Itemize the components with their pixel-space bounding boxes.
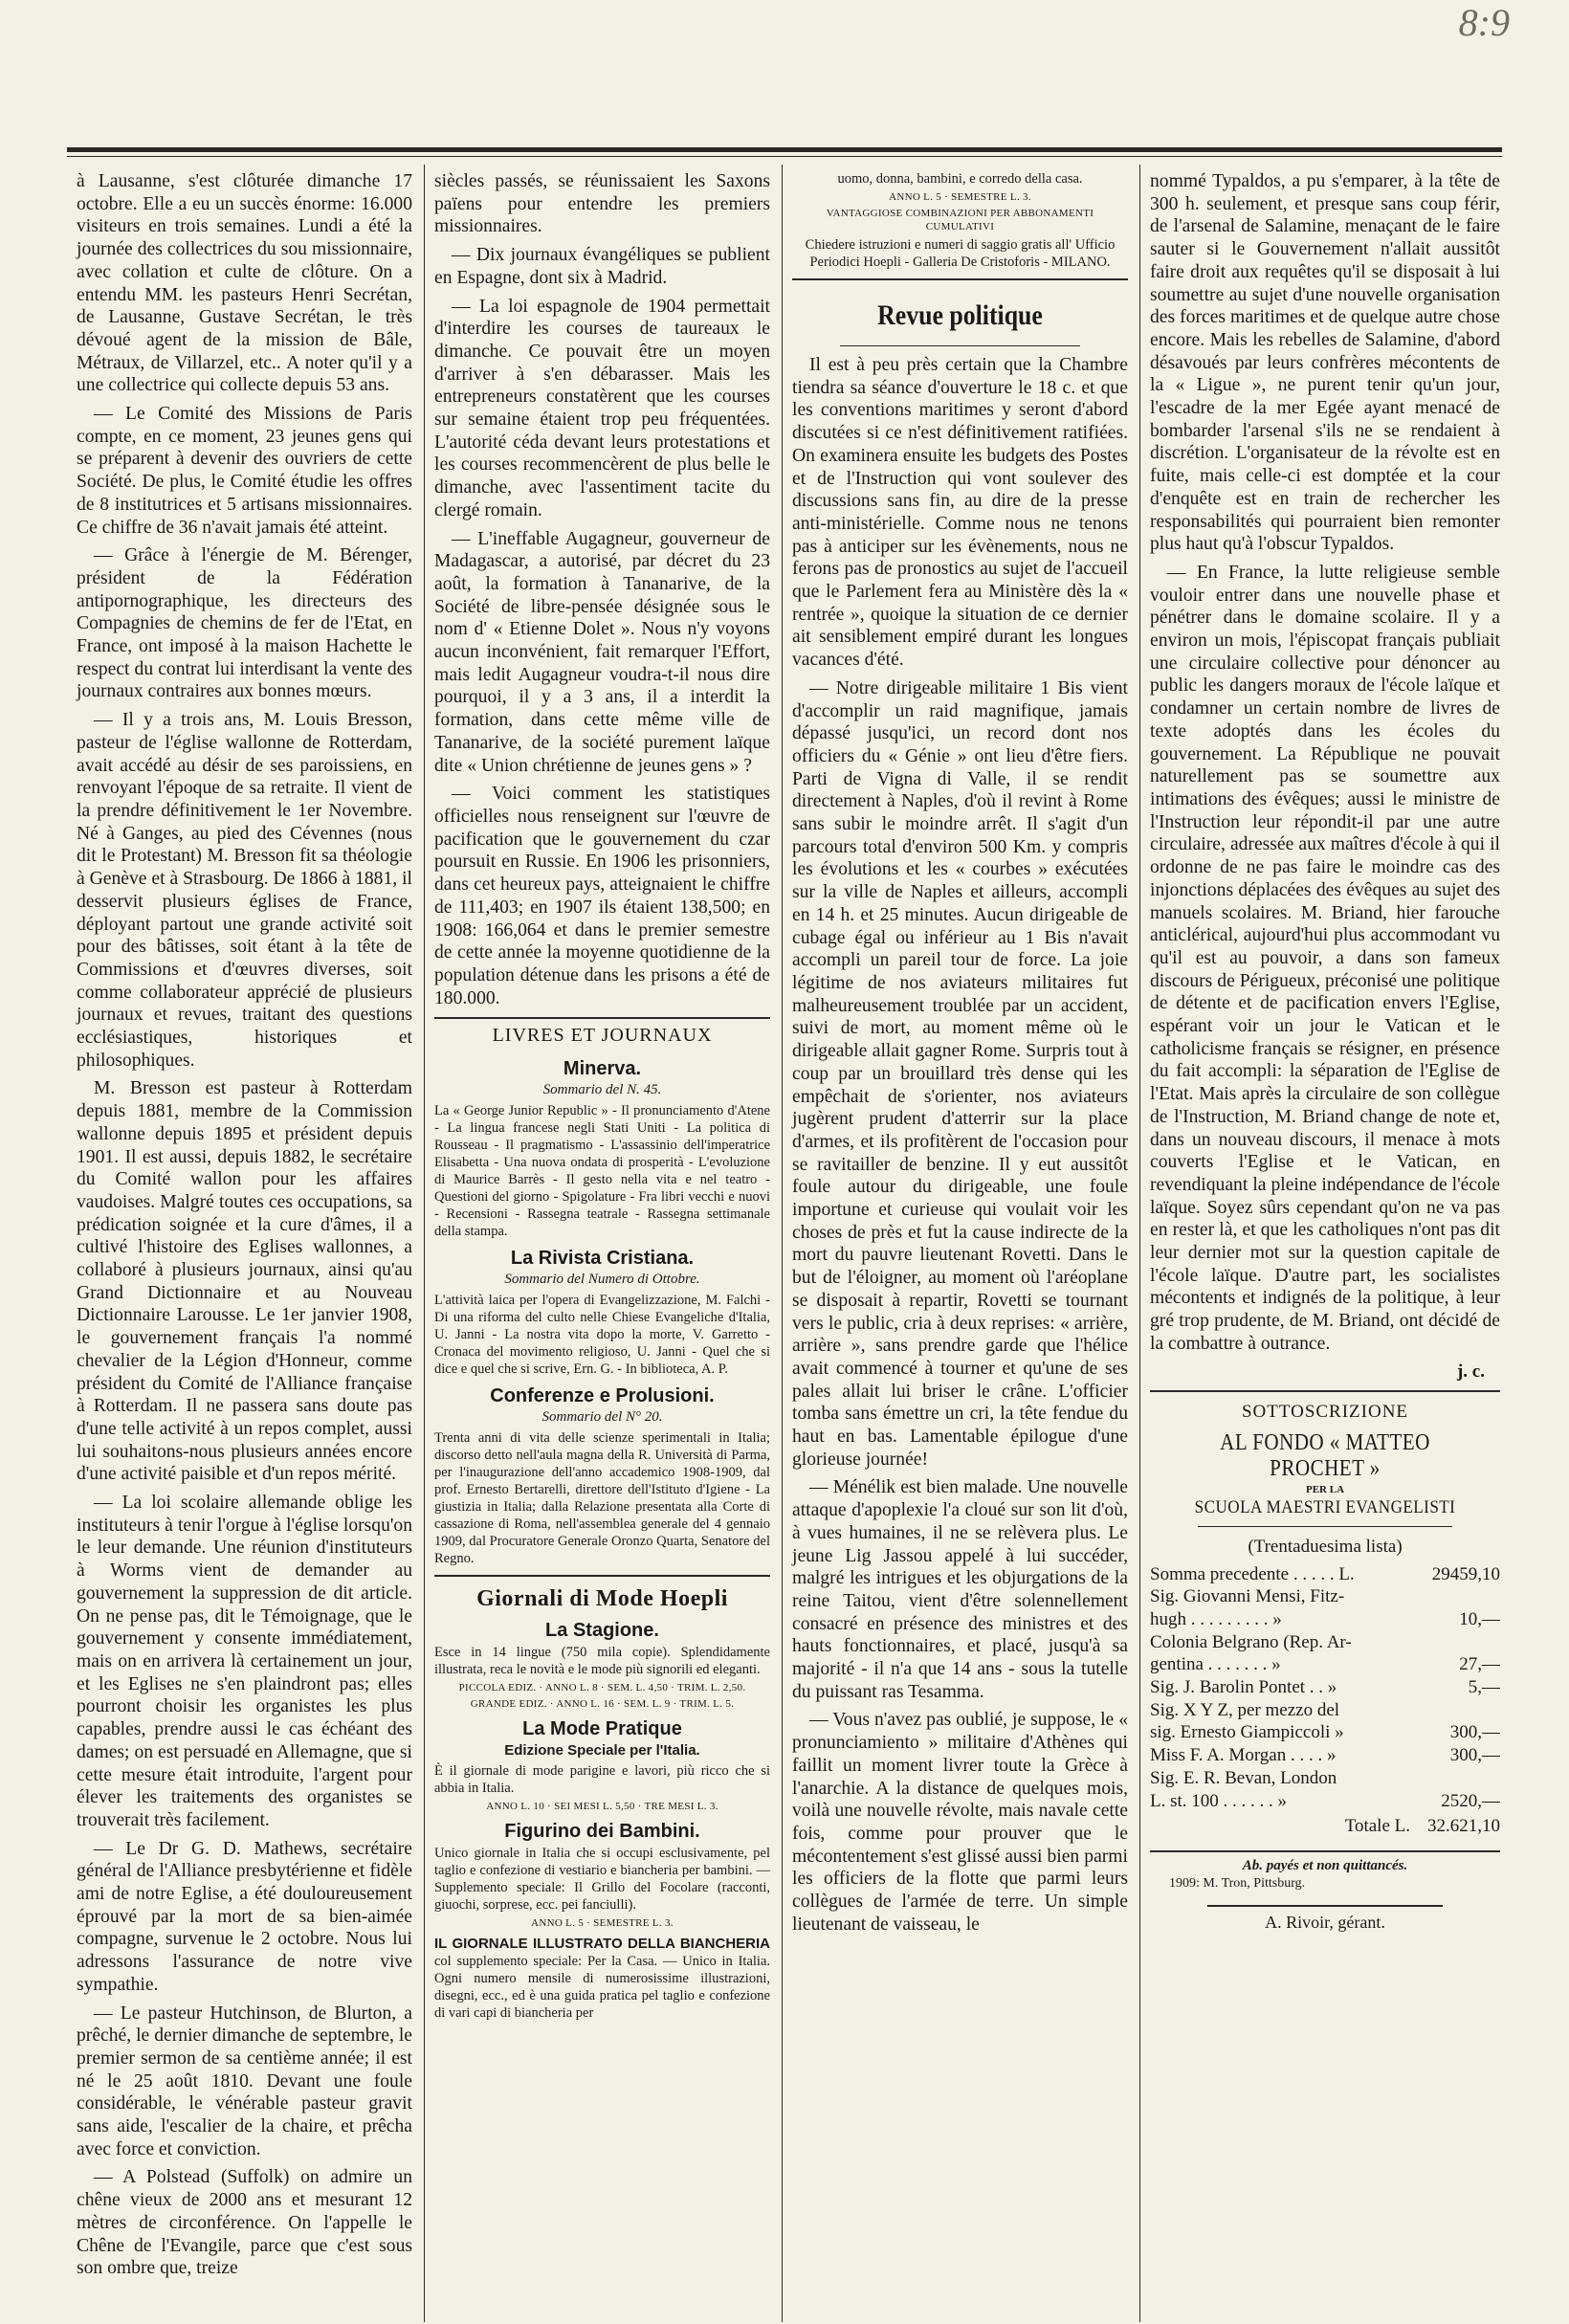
subscription-donor: Sig. Giovanni Mensi, Fitz-	[1150, 1586, 1345, 1607]
subscription-donor: sig. Ernesto Giampiccoli »	[1150, 1722, 1344, 1743]
article-paragraph: M. Bresson est pasteur à Rotterdam depuis 1881, membre de la Commission wallonne depuis 1895 et président depuis 1901. Il est aussi, depuis 1882, le secrétaire du Comité wallon pour les affaires vaudoises. Malgré toutes ces occupations, sa prédication soignée et la cure d'âmes, il a cultivé l'histoire des Eglises wallonnes, a collaboré à plusieurs journaux, ainsi qu'au Grand Dictionnaire et au Nouveau Dictionnaire Larousse. Le 1er janvier 1908, le gouvernement français l'a nommé chevalier de la Légion d'Honneur, comme président du Comité de l'Alliance française à Rotterdam. Il ne passera sans doute pas d'une telle activité à un repos complet, aussi lui souhaitons-nous plusieurs années encore d'une activité paisible et d'un repos mérité.	[77, 1078, 412, 1485]
corner-handwritten-mark: 8:9	[1458, 1, 1510, 44]
article-paragraph: — Notre dirigeable militaire 1 Bis vient d'accomplir un raid magnifique, jamais dépassé jusqu'ici, un record dont nos officiers du « Génie » ont lieu d'être fiers. Parti de Vigna di Valle, il se rendit directement à Naples, d'où il revint à Rome sans subir le moindre arrêt. Il s'agit d'un parcours total d'environ 500 Km. y compris les évolutions et les « courbes » exécutées sur la ville de Naples et ailleurs, accompli en 14 h. et 25 minutes. Aucun dirigeable de cubage égal ou inférieur au 1 Bis n'avait accompli un pareil tour de force. La joie légitime de nos aviateurs militaires fut malheureusement troublée par un accident, suivi de mort, au moment même où le dirigeable allait gagner Rome. Surpris tout à coup par un brouillard très dense qui les empêchait de s'orienter, nos aviateurs jugèrent prudent d'atterrir sur la place d'armes, et ils profitèrent de l'occasion pour se ravitailler de benzine. Il y eut aussitôt foule autour du dirigeable, une foule importune et curieuse qui voulait voir les choses de près et fut la cause indirecte de la mort du pauvre lieutenant Rovetti. Dans le but de l'éloigner, au moment où l'aréoplane se disposait à repartir, Rovetti se tournant vers le public, cria à deux reprises: « arrière, arrière », sans prendre garde que l'hélice avait commencé à tourner et qu'une de ses pales allait lui briser le crâne. L'officier tomba sans émettre un cri, la tête fendue du haut en bas. Lamentable épilogue d'une glorieuse journée!	[792, 677, 1128, 1470]
stagione-prices-large: GRANDE EDIZ. · ANNO L. 16 · SEM. L. 9 · TRIM. L. 5.	[470, 1698, 735, 1711]
subscription-amount: 10,—	[1459, 1608, 1500, 1629]
article-paragraph: — L'ineffable Augagneur, gouverneur de Madagascar, a autorisé, par décret du 23 août, la formation à Tananarive, de la Société de libre-pensée désignée sous le nom d' « Etienne Dolet ». Nous n'y voyons aucun inconvénient, fait remarquer l'Effort, mais ledit Augagneur voudra-t-il nous dire pourquoi, il y a 3 ans, il a interdit la formation, dans cette même ville de Tananarive, de la société purement laïque dite « Union chrétienne de jeunes gens » ?	[434, 528, 770, 776]
books-heading: LIVRES ET JOURNAUX	[492, 1025, 713, 1047]
article-paragraph: à Lausanne, s'est clôturée dimanche 17 octobre. Elle a eu un succès énorme: 16.000 visiteurs en trois semaines. Lundi a été la journée des collectrices du sou missionnaire, avec collation et culte de clôture. On a entendu MM. les pasteurs Henri Secrétan, de Lausanne, Gustave Secrétan, le très dévoué agent de la mission de Bâle, Métraux, de Villarzel, etc.. A noter qu'il y a une collectrice qui collecte depuis 53 ans.	[77, 171, 412, 396]
subscription-row	[1150, 1608, 1500, 1631]
conferenze-title: Conferenze e Prolusioni.	[490, 1385, 715, 1407]
article-paragraph: — Le pasteur Hutchinson, de Blurton, a prêché, le dernier dimanche de septembre, le premier sermon de sa centième année; il est né le 25 août 1810. Devant une foule considérable, le vénérable pasteur gravit sans aide, l'escalier de la chaire, et prêcha avec force et conviction.	[77, 2003, 412, 2159]
column-4-paragraphs	[1150, 170, 1500, 1356]
article-paragraph: — Il y a trois ans, M. Louis Bresson, pasteur de l'église wallonne de Rotterdam, avait accédé au désir de ses paroissiens, en renvoyant l'époque de sa retraite. Il vient de la prendre définitivement le 1er Novembre. Né à Ganges, au pied des Cévennes (nous dit le Protestant) M. Bresson fit sa théologie à Genève et à Strasbourg. De 1866 à 1881, il desservit plusieurs églises de France, déployant partout une grande activité soit pour des bâtisses, soit étant à la tête de Commissions et d'œuvres diverses, soit comme collaborateur apprécié de plusieurs journaux et revues, traitant des questions ecclésiastiques, historiques et philosophiques.	[77, 710, 412, 1071]
subscription-row	[1150, 1676, 1500, 1699]
illustrato-block	[434, 1936, 770, 2022]
header-rule-thin	[67, 156, 1502, 157]
gerant: A. Rivoir, gérant.	[1265, 1913, 1385, 1933]
divider	[1207, 1905, 1443, 1907]
figurino-title: Figurino dei Bambini.	[504, 1821, 700, 1843]
article-paragraph: nommé Typaldos, a pu s'emparer, à la tête de 300 h. seulement, et presque sans coup férir, de l'arsenal de Salamine, menaçant de le faire sauter si le Gouvernement n'allait aussitôt faire droit aux requêtes qu'il se disposait à lui soumettre au sujet d'une nouvelle organisation des forces maritimes et de quelque autre chose encore. Mais les rebelles de Salamine, d'abord désavoués par leurs confrères mécontents de la « Ligue », ne purent tenir qu'un jour, l'escadre de la mer Egée ayant menacé de bombarder l'arsenal s'ils ne se rendaient à discrétion. L'organisateur de la révolte est en fuite, mais celle-ci est domptée et la cour d'enquête est en train de rechercher les responsabilités qui pourraient bien remonter plus haut qu'à l'obscur Typaldos.	[1150, 171, 1500, 555]
rivista-subtitle: Sommario del Numero di Ottobre.	[504, 1272, 700, 1288]
column-3	[783, 165, 1140, 2322]
col3-vantaggiose: VANTAGGIOSE COMBINAZIONI PER ABBONAMENTI CUMULATIVI	[826, 208, 1094, 232]
subscription-donor: Sig. J. Barolin Pontet . . »	[1150, 1677, 1337, 1698]
subscription-row	[1150, 1744, 1500, 1767]
pratique-subtitle: Edizione Speciale per l'Italia.	[504, 1742, 700, 1760]
column-2	[425, 165, 783, 2322]
columns	[67, 165, 1500, 2322]
sotto-scuola: SCUOLA MAESTRI EVANGELISTI	[1194, 1496, 1456, 1517]
article-paragraph: — La loi espagnole de 1904 permettait d'interdire les courses de taureaux le dimanche. Ce pouvait être un moyen d'arriver à s'en débarasser. Mais les entrepreneurs constatèrent que les courses sur semaine étaient trop peu fréquentées. L'autorité céda devant leurs protestations et les courses recommencèrent de plus belle le dimanche, avec l'assentiment tacite du clergé romain.	[434, 296, 770, 520]
article-paragraph: — Ménélik est bien malade. Une nouvelle attaque d'apoplexie l'a cloué sur son lit d'où, à vues humaines, il ne se relèvera plus. Le jeune Lig Jassou appelé à lui succéder, malgré les intrigues et les objurgations de la reine Taitou, vient d'être solennellement consacré en présence des ministres et des hauts fonctionnaires, et placé, jusqu'à sa majorité - il n'a que 14 ans - sous la tutelle du puissant ras Tesamma.	[792, 1477, 1128, 1702]
payments-note: Ab. payés et non quittancés.	[1242, 1858, 1408, 1874]
subscription-row	[1150, 1585, 1500, 1608]
signature: j. c.	[1456, 1361, 1485, 1382]
subscription-amount: 29459,10	[1431, 1563, 1500, 1584]
subscription-row	[1150, 1631, 1500, 1654]
sotto-lista: (Trentaduesima lista)	[1248, 1536, 1403, 1557]
subscription-amount: 5,—	[1468, 1677, 1500, 1698]
total-amount: 32.621,10	[1427, 1816, 1500, 1837]
subscription-total	[1150, 1816, 1500, 1837]
subscription-donor: Sig. E. R. Bevan, London	[1150, 1767, 1337, 1788]
article-paragraph: — Le Dr G. D. Mathews, secrétaire général de l'Alliance presbytérienne et fidèle ami de notre Eglise, a été douloureusement éprouvé par la mort de sa bien-aimée compagne, survenue le 2 octobre. Nous lui adressons l'assurance de notre vive sympathie.	[77, 1838, 412, 1995]
subscription-amount: 27,—	[1459, 1654, 1500, 1675]
column-4	[1140, 165, 1500, 2322]
article-paragraph: — A Polstead (Suffolk) on admire un chêne vieux de 2000 ans et mesurant 12 mètres de circonférence. On l'appelle le Chêne de l'Evangile, parce que c'est sous son ombre que, treize	[77, 2167, 412, 2279]
pratique-body: È il giornale di mode parigine e lavori, più ricco che si abbia in Italia.	[434, 1763, 770, 1797]
subscription-list	[1150, 1563, 1500, 1813]
conferenze-body: Trenta anni di vita delle scienze sperimentali in Italia; discorso detto nell'aula magna della R. Università di Parma, per l'inaugurazione dell'anno accademico 1908-1909, dal prof. Ernesto Bertarelli, direttore dell'Istituto d'Igiene - La giustizia in Italia; dalla Relazione presentata alla Corte di cassazione di Roma, nell'assemblea generale del 4 gennaio 1909, dal Procuratore Generale Oronzo Quarta, Senatore del Regno.	[434, 1430, 770, 1567]
subscription-amount	[1412, 1699, 1500, 1722]
stagione-title: La Stagione.	[545, 1620, 659, 1642]
subscription-row	[1150, 1563, 1500, 1586]
subscription-donor: gentina . . . . . . . »	[1150, 1654, 1281, 1675]
subscription-donor: Sig. X Y Z, per mezzo del	[1150, 1699, 1340, 1720]
article-paragraph: — Grâce à l'énergie de M. Bérenger, président de la Fédération antipornographique, les directeurs des Compagnies de chemins de fer de l'Etat, en France, ont imposé à la maison Hachette le respect du contrat lui interdisant la vente des journaux contraires aux bonnes mœurs.	[77, 545, 412, 702]
subscription-donor: hugh . . . . . . . . . »	[1150, 1608, 1282, 1629]
rivista-body: L'attività laica per l'opera di Evangelizzazione, M. Falchi - Di una riforma del culto nelle Chiese Evangeliche d'Italia, U. Janni - La nostra vita dopo la morte, V. Garretto - Cronaca del movimento religioso, U. Janni - Quel che si dice e quel che si scrive, Ern. G. - In biblioteca, A. P.	[434, 1293, 770, 1378]
subscription-donor: Somma precedente . . . . . L.	[1150, 1563, 1355, 1584]
pratique-prices: ANNO L. 10 · SEI MESI L. 5,50 · TRE MESI L. 3.	[486, 1801, 718, 1813]
revue-title: Revue politique	[877, 299, 1043, 331]
illustrato-body: col supplemento speciale: Per la Casa. — Unico in Italia. Ogni numero mensile di numerosissime illustrazioni, disegni, ecc., ed è una guida pratica pel taglio e confezione di vari capi di biancheria per	[434, 1954, 770, 2022]
stagione-body: Esce in 14 lingue (750 mila copie). Splendidamente illustrata, reca le novità e le mode più signorili ed eleganti.	[434, 1645, 770, 1678]
subscription-row	[1150, 1653, 1500, 1676]
col3-continuation: uomo, donna, bambini, e corredo della casa.	[837, 171, 1083, 187]
conferenze-subtitle: Sommario del N° 20.	[541, 1409, 663, 1426]
divider	[1150, 1850, 1500, 1852]
subscription-amount	[1412, 1585, 1500, 1608]
subscription-row	[1150, 1767, 1500, 1790]
divider	[434, 1575, 770, 1577]
total-label: Totale L.	[1344, 1816, 1410, 1837]
pratique-title: La Mode Pratique	[522, 1718, 682, 1740]
column-1-paragraphs	[77, 170, 412, 2280]
col3-prices: ANNO L. 5 · SEMESTRE L. 3.	[889, 191, 1031, 203]
col3-chiedere: Chiedere istruzioni e numeri di saggio gratis all' Ufficio Periodici Hoepli - Galleria De Cristoforis - MILANO.	[805, 237, 1116, 270]
minerva-title: Minerva.	[563, 1058, 642, 1080]
article-paragraph: — Vous n'avez pas oublié, je suppose, le « pronunciamiento » militaire d'Athènes qui faillit un moment livrer toute la Grèce à l'anarchie. A la distance de quelques mois, voilà une nouvelle révolte, mais navale cette fois, comme pour prouver que le mécontentement s'est glissé aussi bien parmi les officiers de la flotte que parmi leurs collègues de l'armée de terre. Un simple lieutenant de vaisseau, le	[792, 1710, 1128, 1935]
subscription-row	[1150, 1721, 1500, 1744]
column-3-paragraphs	[792, 354, 1128, 1937]
subscription-amount: 300,—	[1449, 1722, 1500, 1743]
illustrato-title: IL GIORNALE ILLUSTRATO DELLA BIANCHERIA	[434, 1936, 770, 1953]
article-paragraph: — Dix journaux évangéliques se publient en Espagne, dont six à Madrid.	[434, 245, 770, 288]
article-paragraph: Il est à peu près certain que la Chambre tiendra sa séance d'ouverture le 18 c. et que les conventions maritimes y seront d'abord discutées si ce n'est définitivement ratifiées. On examinera ensuite les budgets des Postes et de l'Instruction qui vont soulever des discussions sans fin, au dire de la presse anti-ministérielle. Comme nous ne tenons pas à anticiper sur les évènements, nous ne ferons pas de pronostics au sujet de l'accueil que le Parlement fera au Ministère dès la « rentrée », quoique la situation de ce dernier ait sensiblement empiré durant les longues vacances d'été.	[792, 355, 1128, 671]
subscription-row	[1150, 1790, 1500, 1813]
rivista-title: La Rivista Cristiana.	[510, 1248, 695, 1270]
column-1	[67, 165, 425, 2322]
subscription-donor: L. st. 100 . . . . . . »	[1150, 1790, 1288, 1811]
figurino-body: Unico giornale in Italia che si occupi esclusivamente, pel taglio e confezione di vestiario e biancheria per bambini. — Supplemento speciale: Il Grillo del Focolare (racconti, giuochi, sorprese, ecc. pei fanciulli).	[434, 1846, 770, 1914]
divider	[792, 278, 1128, 280]
column-2-paragraphs	[434, 170, 770, 1009]
subscription-amount	[1412, 1631, 1500, 1654]
header-rule	[67, 147, 1502, 152]
payments-entry: 1909: M. Tron, Pittsburg.	[1169, 1876, 1306, 1892]
minerva-subtitle: Sommario del N. 45.	[542, 1082, 662, 1098]
sotto-fondo: AL FONDO « MATTEO PROCHET »	[1220, 1429, 1430, 1481]
article-paragraph: siècles passés, se réunissaient les Saxons païens pour entendre les premiers missionnaires.	[434, 171, 770, 237]
figurino-prices: ANNO L. 5 · SEMESTRE L. 3.	[531, 1917, 674, 1930]
divider	[1150, 1390, 1500, 1392]
divider	[434, 1017, 770, 1019]
subscription-row	[1150, 1699, 1500, 1722]
divider-short	[840, 345, 1080, 346]
article-paragraph: — La loi scolaire allemande oblige les instituteurs à tenir l'orgue à l'église lorsqu'on le leur demande. Une réunion d'instituteurs à Worms vient de demander au gouvernement la suppression de dit article. On ne pense pas, dit le Témoignage, que le gouvernement y consente immédiatement, mais on en arrivera là certainement un jour, et les Eglises ne s'en plaindront pas; elles pourront choisir les organistes les plus capables, prendre aussi le cas échéant des dames; on est persuadé en Allemagne, que si cette mesure était introduite, l'argent pour élever les traitements des organistes se trouverait très facilement.	[77, 1493, 412, 1830]
subscription-amount	[1412, 1767, 1500, 1790]
divider-short	[1198, 1526, 1452, 1527]
sotto-title: SOTTOSCRIZIONE	[1241, 1401, 1409, 1422]
subscription-donor: Miss F. A. Morgan . . . . »	[1150, 1745, 1337, 1766]
article-paragraph: — Le Comité des Missions de Paris compte, en ce moment, 23 jeunes gens qui se préparent à devenir des ouvriers de cette Société. De plus, le Comité étudie les offres de 8 institutrices et 5 artisans missionnaires. Ce chiffre de 36 n'avait jamais été atteint.	[77, 404, 412, 538]
subscription-amount: 2520,—	[1441, 1790, 1500, 1811]
minerva-body: La « George Junior Republic » - Il pronunciamento d'Atene - La lingua francese negli Stati Uniti - La politica di Rousseau - Il pragmatismo - L'assassinio dell'imperatrice Elisabetta - Una nuova ondata di prosperità - L'evoluzione di Maurice Barrès - Il gesto nella vita e nel teatro - Questioni del giorno - Spigolature - Fra libri vecchi e nuovi - Recensioni - Rassegna teatrale - Rassegna settimanale della stampa.	[434, 1103, 770, 1240]
mode-heading: Giornali di Mode Hoepli	[476, 1586, 728, 1612]
stagione-prices-small: PICCOLA EDIZ. · ANNO L. 8 · SEM. L. 4,50 · TRIM. L. 2,50.	[458, 1682, 746, 1694]
article-paragraph: — Voici comment les statistiques officielles nous renseignent sur l'œuvre de pacification que le gouvernement du czar poursuit en Russie. En 1906 les prisonniers, dans cet heureux pays, atteignaient le chiffre de 111,403; en 1907 ils étaient 138,500; en 1908: 166,064 et dans le premier semestre de cette année la moyenne quotidienne de la population détenue dans les prisons a été de 180.000.	[434, 784, 770, 1008]
subscription-donor: Colonia Belgrano (Rep. Ar-	[1150, 1631, 1352, 1652]
article-paragraph: — En France, la lutte religieuse semble vouloir entrer dans une nouvelle phase et pénétrer dans le domaine scolaire. Il y a environ un mois, l'épiscopat français publiait une circulaire collective pour dénoncer au public les dangers moraux de l'école laïque et condamner un certain nombre de livres de texte adoptés dans les écoles du gouvernement. La République ne pouvait naturellement pas se soumettre aux intimations des évêques; aussi le ministre de l'Instruction leur répondit-il par une autre circulaire, adressée aux maîtres d'école à qui il ordonne de ne pas faire le moindre cas des injonctions déplacées des évêques au sujet des manuels scolaires. M. Briand, hier farouche anticlérical, aujourd'hui plus accommodant vu qu'il est au pouvoir, a dans son fameux discours de Périgueux, préconisé une politique de détente et de pacification envers l'Eglise, espérant voir un jour le Vatican et le catholicisme français se résigner, en présence du fait accompli: la séparation de l'Eglise de l'Etat. Mais après la circulaire de son collègue de l'Instruction, M. Briand change de note et, dans un nouveau discours, il menace à mots couverts l'Eglise et le Vatican, en revendiquant la pleine indépendance de l'école laïque. Soyez sûrs cependant qu'on ne va pas en rester là, et que les catholiques n'ont pas dit leur dernier mot sur la question capitale de l'école laïque. D'autre part, les socialistes mécontents et indignés de la politique, à leur gré trop prudente, de M. Briand, ont décidé de la combattre à outrance.	[1150, 562, 1500, 1354]
sotto-per: PER LA	[1305, 1483, 1345, 1495]
subscription-amount: 300,—	[1449, 1745, 1500, 1766]
